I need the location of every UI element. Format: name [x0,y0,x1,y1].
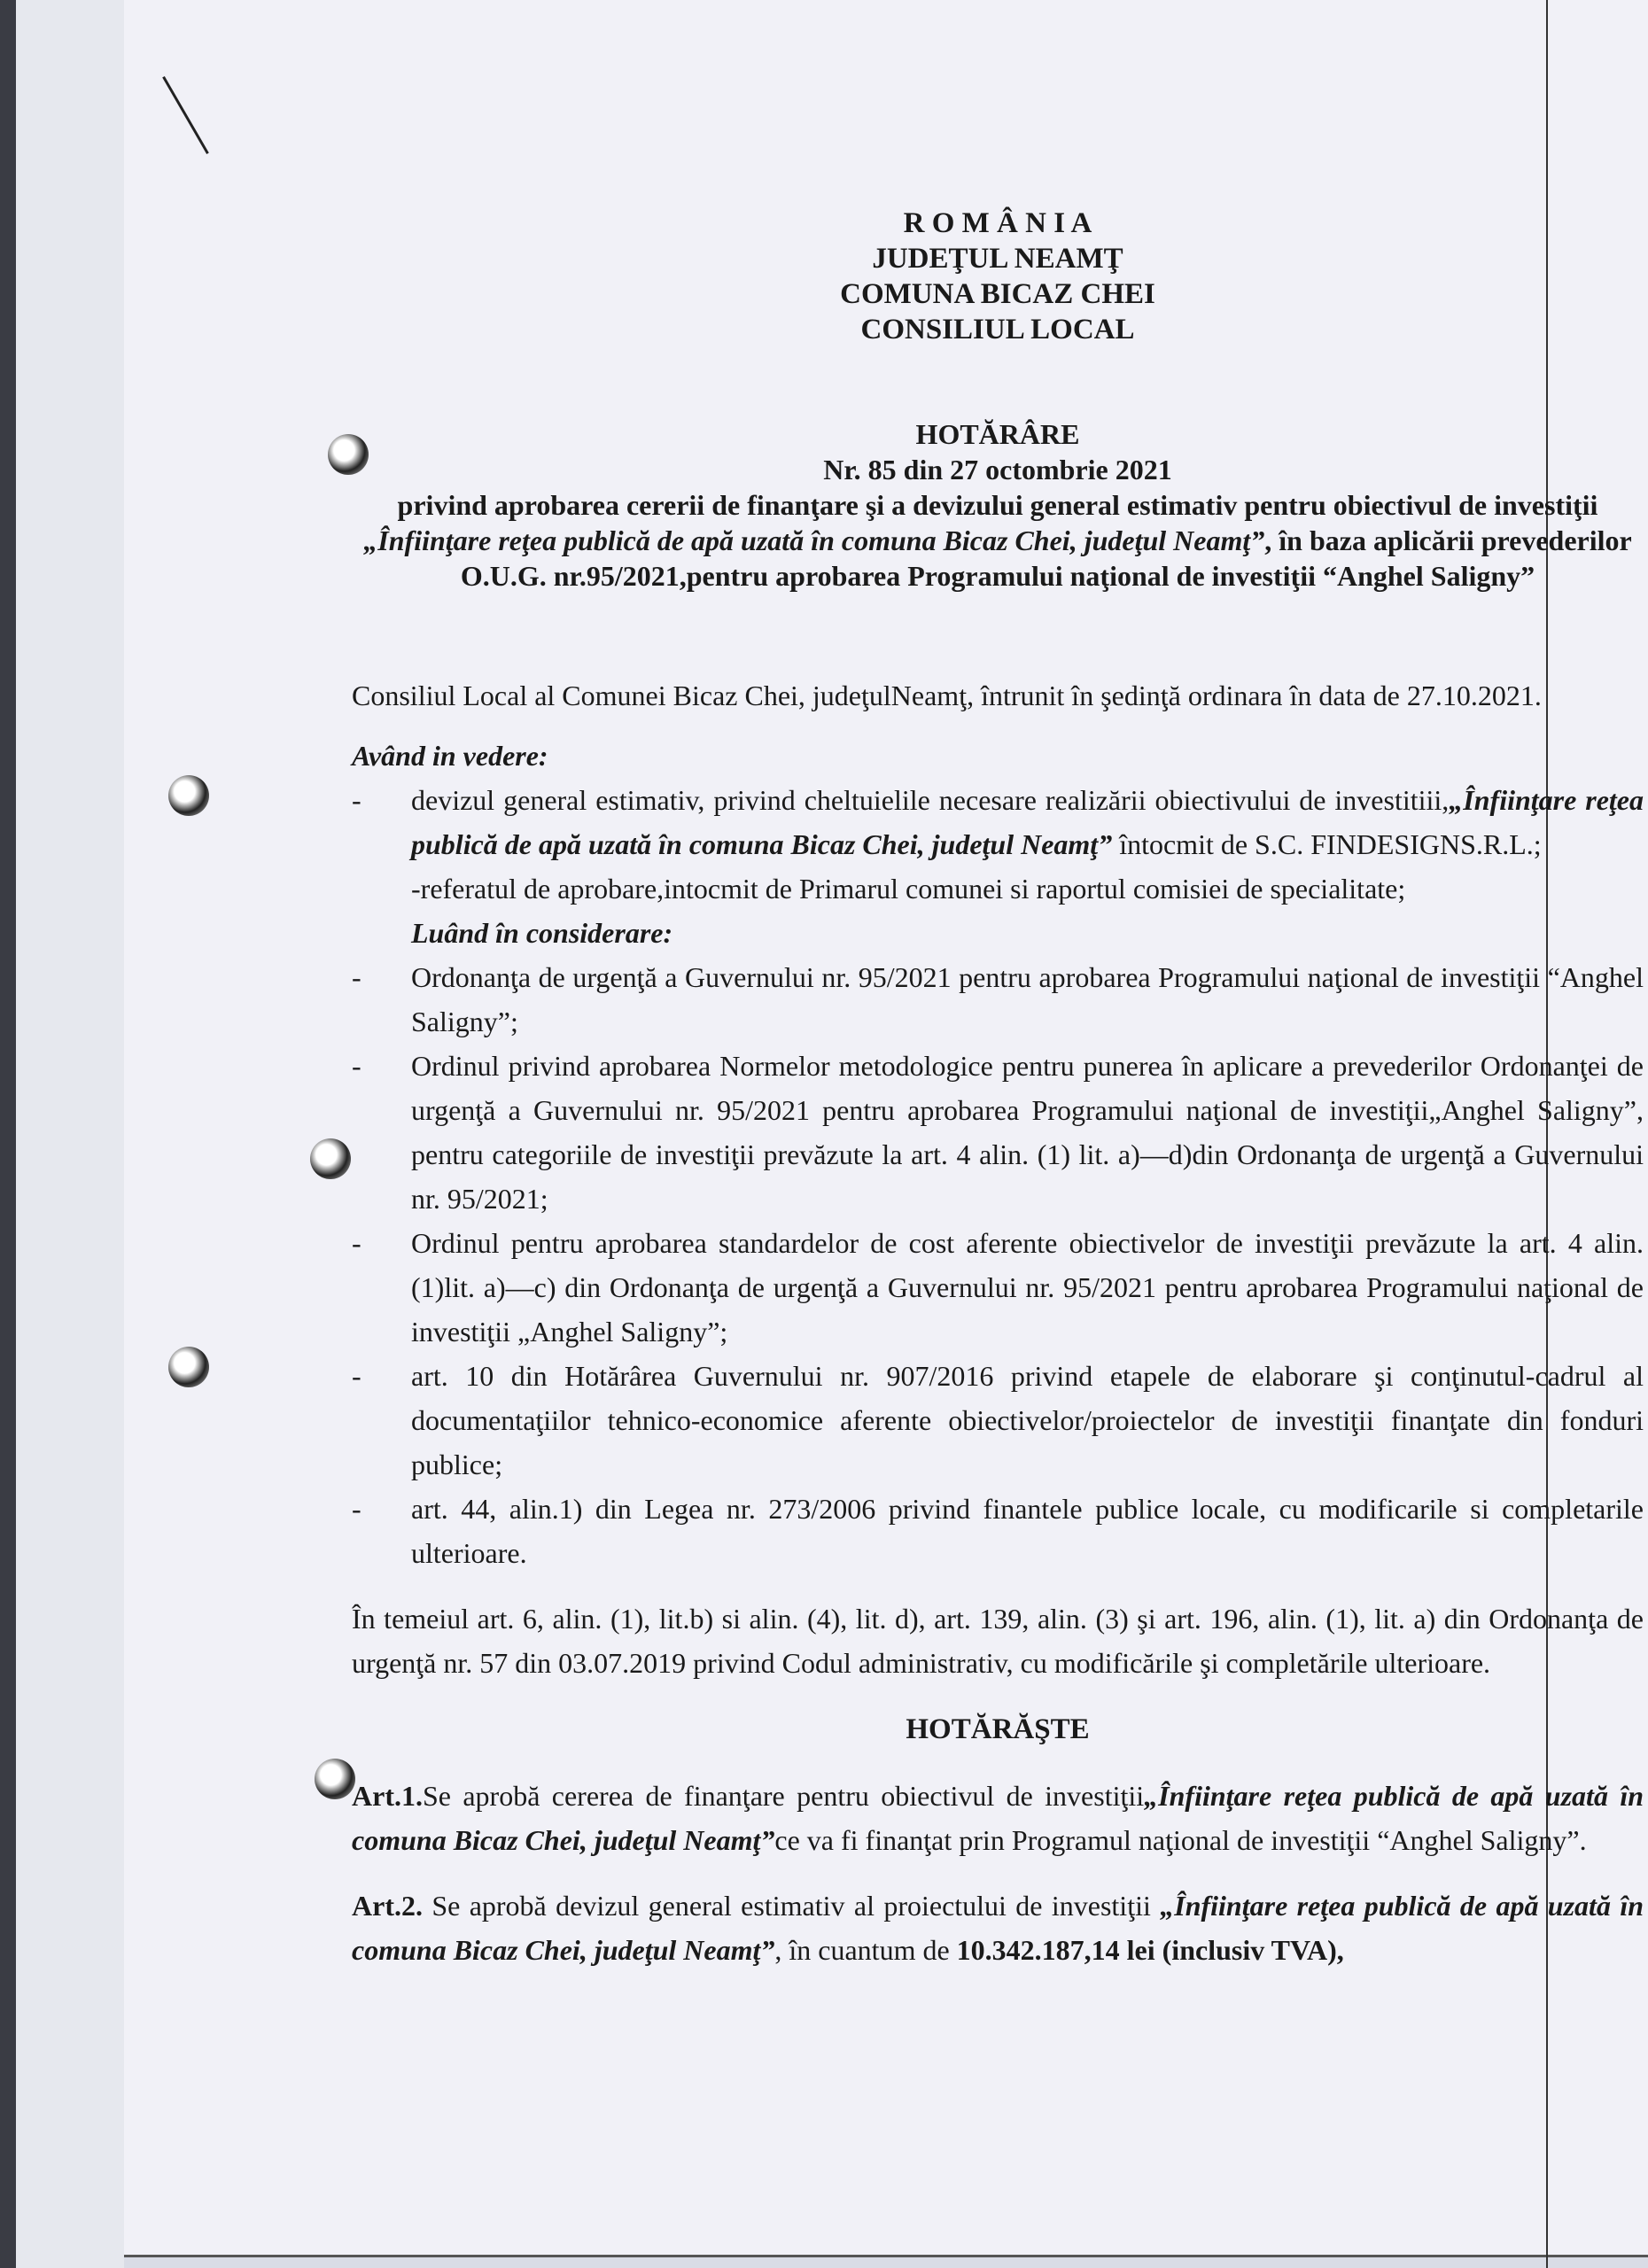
amount: 10.342.187,14 lei (inclusiv TVA), [956,1934,1344,1966]
list-item: - art. 44, alin.1) din Legea nr. 273/2006 privind finantele publice locale, cu modificarile si completarile ulterioare. [352,1493,1644,1569]
punch-hole-icon [315,1759,355,1799]
commune: COMUNA BICAZ CHEI [840,278,1155,310]
intro-paragraph: Consiliul Local al Comunei Bicaz Chei, judeţulNeamţ, întrunit în şedinţă ordinara în data de 27.10.2021. [352,680,1542,711]
having-regard-heading: Având in vedere: [352,740,548,772]
list-item: - Ordinul privind aprobarea Normelor metodologice pentru punerea în aplicare a prevederilor Ordonanţei de urgenţă a Guvernului nr. 95/2021 pentru aprobarea Programului naţional de investiţii„Anghel Saligny”, pentru categoriile de investiţii prevăzute la art. 4 alin. (1) lit. a)—d)din Ordonanţa de urgenţă a Guvernului nr. 95/2021; [352,1050,1644,1215]
decision-heading [352,416,1644,594]
county: JUDEŢUL NEAMŢ [872,243,1123,275]
punch-hole-icon [310,1138,351,1179]
scan-edge [0,0,16,2268]
punch-hole-icon [168,775,209,816]
decides-heading: HOTĂRĂŞTE [906,1713,1090,1745]
legal-basis: În temeiul art. 6, alin. (1), lit.b) si alin. (4), lit. d), art. 139, alin. (3) şi art. 196, alin. (1), lit. a) din Ordonanţa de urgenţă nr. 57 din 03.07.2019 privind Codul administrativ, cu modificările şi completările ulterioare. [352,1603,1644,1679]
country: R O M Â N I A [903,207,1092,239]
letterhead [352,206,1644,347]
decision-subject: privind aprobarea cererii de finanţare şi a devizului general estimativ pentru obiectivul de investiţii „Înfiinţare reţea publică de apă uzată în comuna Bicaz Chei, judeţul Neamţ”, în baza aplicării prevederilor O.U.G. nr.95/2021,pentru aprobarea Programului naţional de investiţii “Anghel Saligny” [363,489,1632,592]
list-item: - devizul general estimativ, privind cheltuielile necesare realizării obiectivului de investitiii,„Înfiinţare reţea publică de apă uzată în comuna Bicaz Chei, judeţul Neamţ” întocmit de S.C. FINDESIGNS.R.L.; [352,784,1644,860]
article-2: Art.2. Se aprobă devizul general estimativ al proiectului de investiţii „Înfiinţare reţea publică de apă uzată în comuna Bicaz Chei, judeţul Neamţ”, în cuantum de 10.342.187,14 lei (inclusiv TVA), [352,1890,1644,1966]
list-item: - Ordonanţa de urgenţă a Guvernului nr. 95/2021 pentru aprobarea Programului naţional de investiţii “Anghel Saligny”; [352,961,1644,1037]
punch-hole-icon [168,1347,209,1387]
article-1: Art.1.Se aprobă cererea de finanţare pentru obiectivul de investiţii„Înfiinţare reţea publică de apă uzată în comuna Bicaz Chei, judeţul Neamţ”ce va fi finanţat prin Programul naţional de investiţii “Anghel Saligny”. [352,1780,1644,1856]
decision-number: Nr. 85 din 27 octombrie 2021 [823,454,1172,485]
list-item: - Ordinul pentru aprobarea standardelor de cost aferente obiectivelor de investiţii prevăzute la art. 4 alin. (1)lit. a)—c) din Ordonanţa de urgenţă a Guvernului nr. 95/2021 pentru aprobarea Programului naţional de investiţii „Anghel Saligny”; [352,1227,1644,1348]
list-item: -referatul de aprobare,intocmit de Primarul comunei si raportul comisiei de specialitate; [411,873,1406,905]
recitals [352,734,1644,1575]
scan-margin [16,0,124,2268]
council: CONSILIUL LOCAL [860,314,1135,346]
decision-title: HOTĂRÂRE [915,418,1080,450]
project-name: „Înfiinţare reţea publică de apă uzată în comuna Bicaz Chei, judeţul Neamţ” [363,524,1265,556]
considering-heading: Luând în considerare: [411,917,673,949]
list-item: - art. 10 din Hotărârea Guvernului nr. 907/2016 privind etapele de elaborare şi conţinutul-cadrul al documentaţiilor tehnico-economice aferente obiectivelor/proiectelor de investiţii finanţate din fonduri publice; [352,1360,1644,1480]
document-content [352,0,1644,2025]
